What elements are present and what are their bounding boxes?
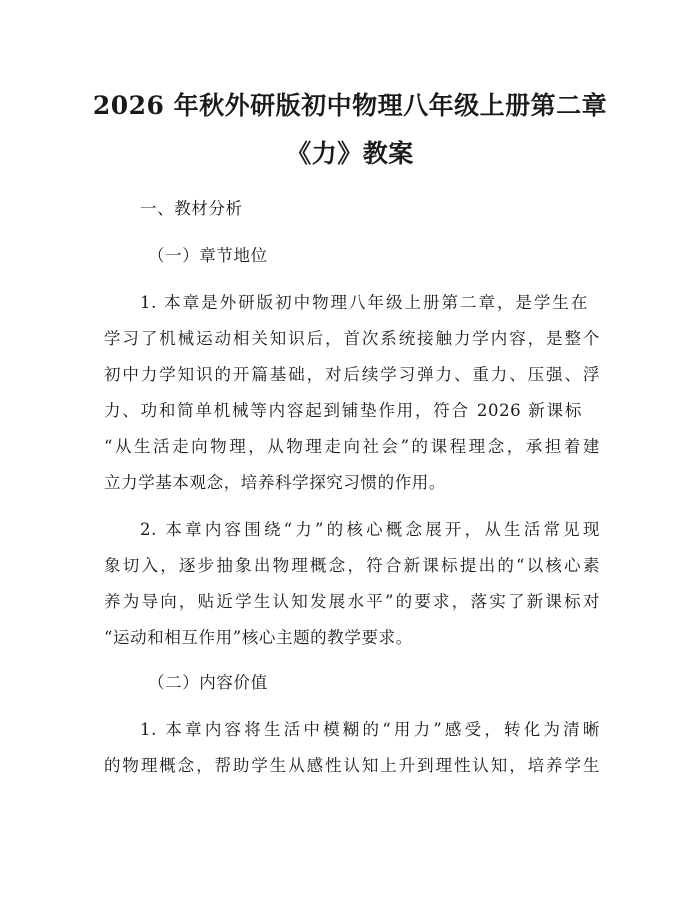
paragraph-line: “从生活走向物理，从物理走向社会”的课程理念，承担着建 — [104, 437, 600, 456]
paragraph-line: 力、功和简单机械等内容起到铺垫作用，符合 2026 新课标 — [104, 401, 582, 420]
subsection-heading: （二）内容价值 — [148, 673, 268, 692]
paragraph-line: 1. 本章是外研版初中物理八年级上册第二章，是学生在 — [140, 293, 588, 312]
paragraph-line: 立力学基本观念，培养科学探究习惯的作用。 — [104, 473, 446, 492]
paragraph-line: 初中力学知识的开篇基础，对后续学习弹力、重力、压强、浮 — [104, 365, 600, 384]
document-title-line-1: 2026 年秋外研版初中物理八年级上册第二章 — [92, 91, 608, 120]
subsection-heading: （一）章节地位 — [148, 246, 268, 265]
paragraph-line: 2. 本章内容围绕“力”的核心概念展开，从生活常见现 — [140, 520, 600, 539]
paragraph-line: 1. 本章内容将生活中模糊的“用力”感受，转化为清晰 — [140, 720, 600, 739]
paragraph-line: 象切入，逐步抽象出物理概念，符合新课标提出的“以核心素 — [104, 556, 600, 575]
document-title-line-2: 《力》教案 — [286, 139, 414, 168]
paragraph-line: “运动和相互作用”核心主题的教学要求。 — [104, 628, 413, 647]
paragraph-line: 学习了机械运动相关知识后，首次系统接触力学内容，是整个 — [104, 329, 600, 348]
section-heading: 一、教材分析 — [140, 199, 243, 218]
paragraph-line: 养为导向，贴近学生认知发展水平”的要求，落实了新课标对 — [104, 592, 600, 611]
paragraph-line: 的物理概念，帮助学生从感性认知上升到理性认知，培养学生 — [104, 756, 600, 775]
